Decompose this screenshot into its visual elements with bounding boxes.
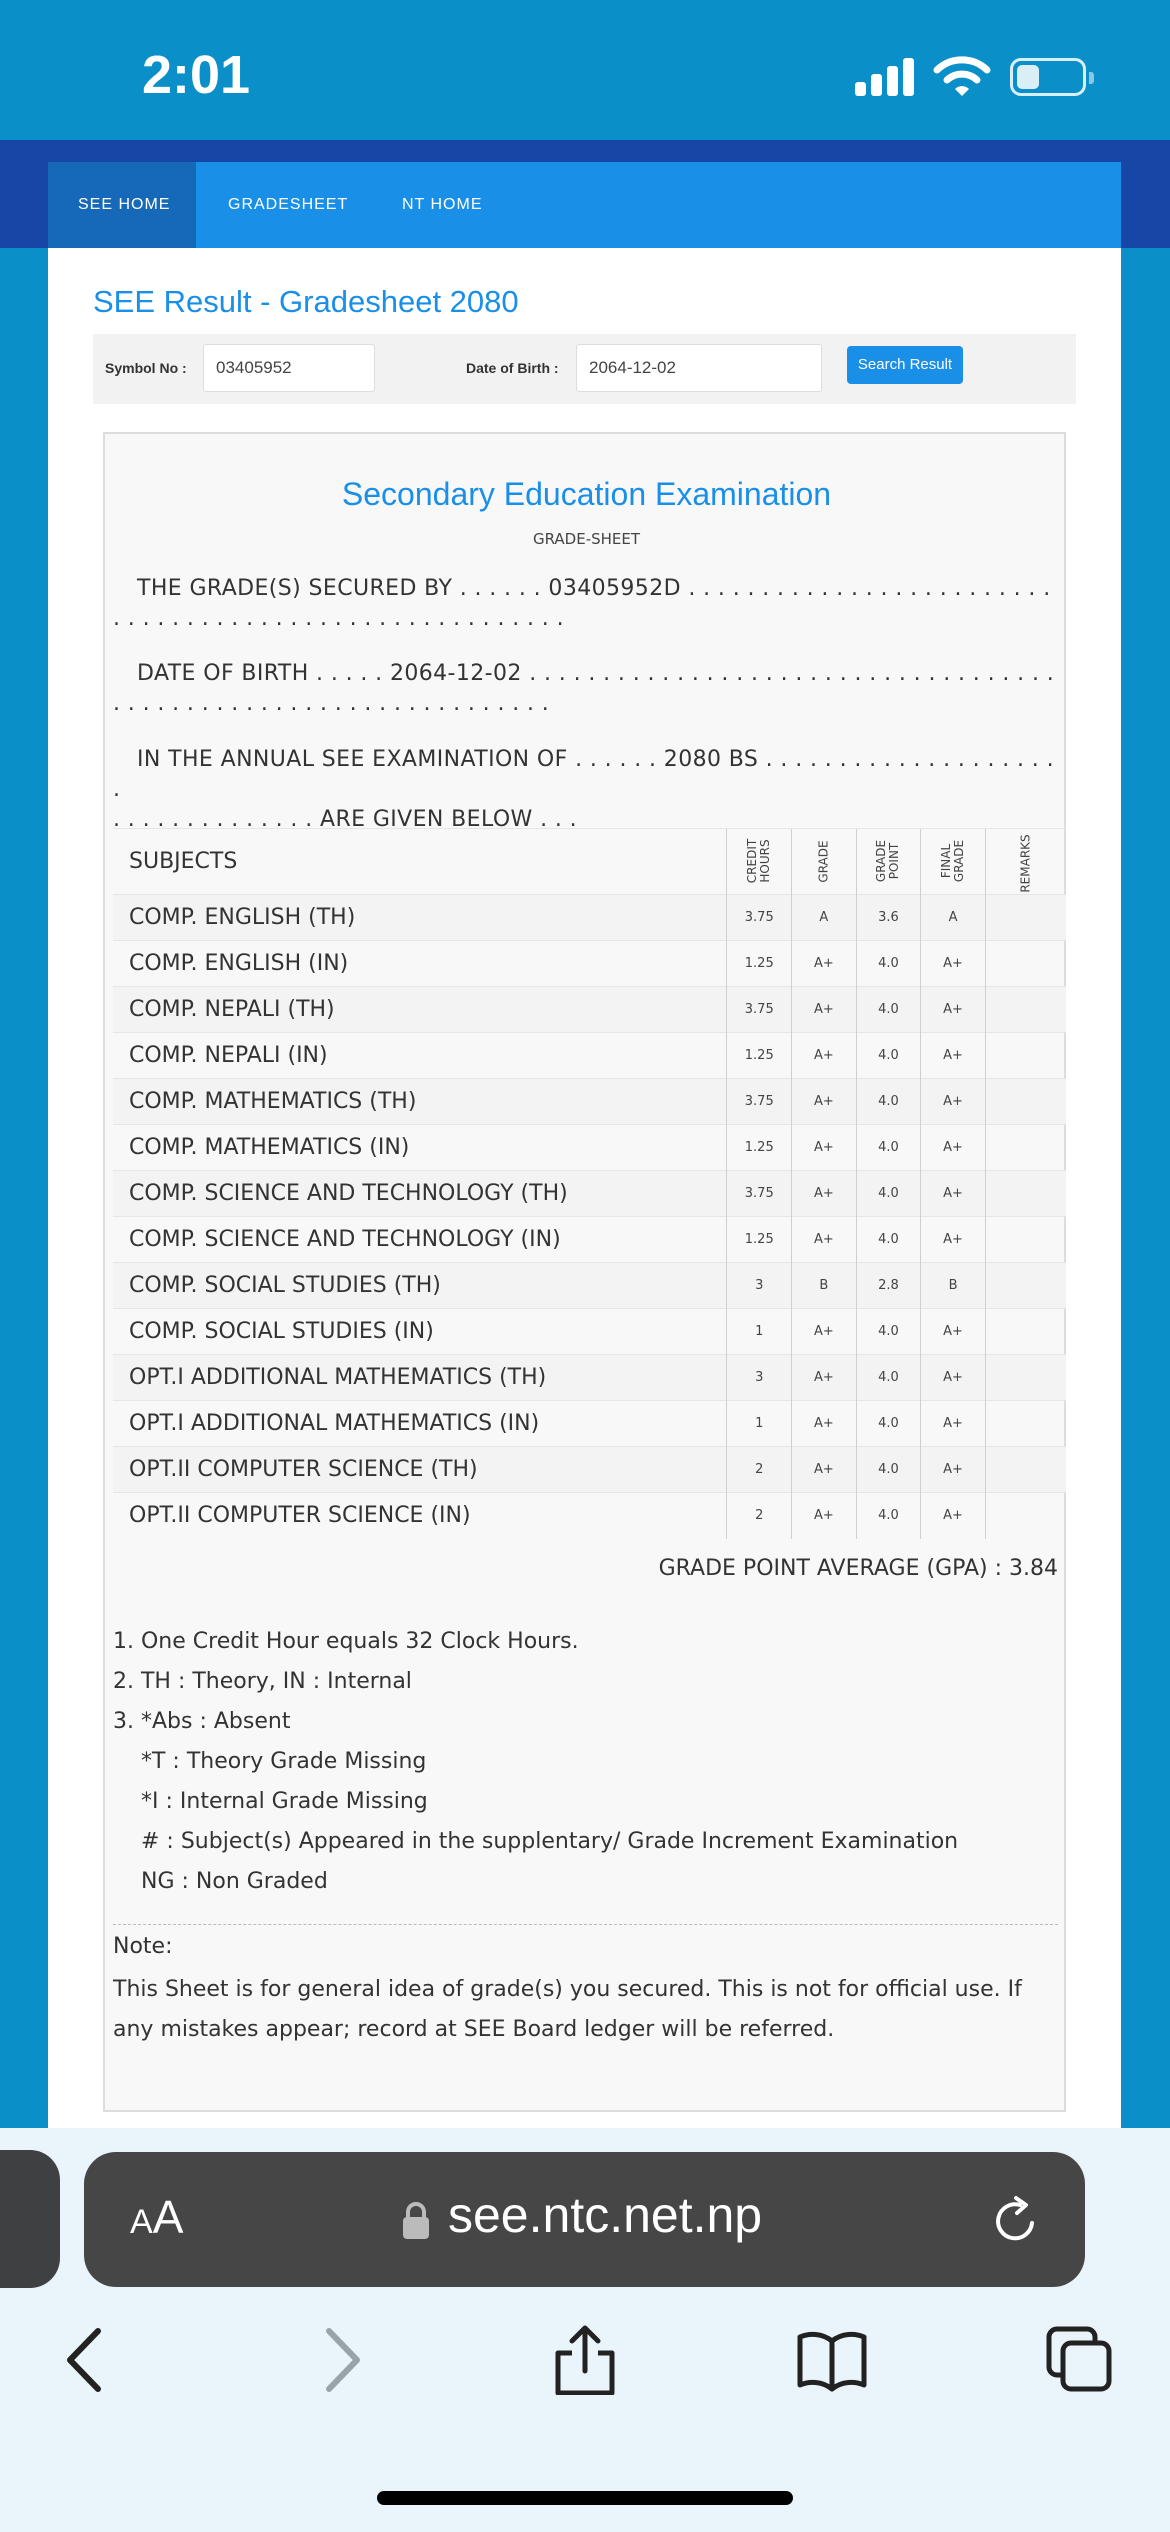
- previous-tab[interactable]: [0, 2150, 60, 2288]
- table-row: [113, 1217, 1066, 1263]
- nav-gradesheet[interactable]: GRADESHEET: [228, 196, 349, 213]
- grade-cell: A+: [792, 1125, 857, 1171]
- note-title: Note:: [113, 1934, 173, 1959]
- credit-hours-cell: 3: [727, 1263, 792, 1309]
- final-grade-cell: A+: [921, 1355, 986, 1401]
- nav-see-home[interactable]: SEE HOME: [48, 162, 196, 248]
- credit-hours-cell: 1.25: [727, 1217, 792, 1263]
- subject-cell: OPT.II COMPUTER SCIENCE (IN): [113, 1493, 727, 1539]
- header-grade-point: GRADE POINT: [856, 829, 921, 895]
- page-title: SEE Result - Gradesheet 2080: [93, 284, 519, 319]
- credit-hours-cell: 3.75: [727, 895, 792, 941]
- forward-icon[interactable]: [305, 2325, 375, 2395]
- credit-hours-cell: 2: [727, 1493, 792, 1539]
- search-form: [93, 334, 1076, 404]
- note-item: 3. *Abs : Absent: [113, 1709, 291, 1734]
- dob-input[interactable]: 2064-12-02: [576, 344, 822, 392]
- table-header: [113, 829, 1066, 895]
- subject-cell: COMP. ENGLISH (TH): [113, 895, 727, 941]
- subject-cell: OPT.II COMPUTER SCIENCE (TH): [113, 1447, 727, 1493]
- status-time: 2:01: [142, 45, 251, 105]
- table-row: [113, 1079, 1066, 1125]
- table-row: [113, 1447, 1066, 1493]
- table-row: [113, 1309, 1066, 1355]
- remarks-cell: [985, 1263, 1066, 1309]
- grade-cell: A+: [792, 1033, 857, 1079]
- credit-hours-cell: 1: [727, 1309, 792, 1355]
- final-grade-cell: A+: [921, 1033, 986, 1079]
- signal-icon: [855, 56, 915, 96]
- table-row: [113, 1263, 1066, 1309]
- credit-hours-cell: 2: [727, 1447, 792, 1493]
- url-text[interactable]: see.ntc.net.np: [448, 2187, 763, 2243]
- sheet-subtitle: GRADE-SHEET: [532, 530, 641, 548]
- note-item: NG : Non Graded: [141, 1869, 328, 1894]
- grade-point-cell: 4.0: [856, 987, 921, 1033]
- remarks-cell: [985, 941, 1066, 987]
- grade-point-cell: 4.0: [856, 1217, 921, 1263]
- table-row: [113, 1355, 1066, 1401]
- grade-point-cell: 4.0: [856, 1171, 921, 1217]
- remarks-cell: [985, 1033, 1066, 1079]
- remarks-cell: [985, 987, 1066, 1033]
- dob-line: DATE OF BIRTH . . . . . 2064-12-02 . . . . . . . . . . . . . . . . . . . . . . . . . . . . . . . . . . . . . . . . . . . . . . . . . . . . . . . . . . . . . . . . . .: [113, 661, 1055, 716]
- grade-point-cell: 3.6: [856, 895, 921, 941]
- table-row: [113, 1171, 1066, 1217]
- header-remarks: REMARKS: [985, 829, 1066, 895]
- note-item: *I : Internal Grade Missing: [141, 1789, 428, 1814]
- status-bar: [0, 0, 1170, 140]
- grade-cell: A+: [792, 987, 857, 1033]
- final-grade-cell: A+: [921, 1493, 986, 1539]
- credit-hours-cell: 3.75: [727, 1171, 792, 1217]
- note-item: 2. TH : Theory, IN : Internal: [113, 1669, 412, 1694]
- top-nav: [48, 162, 1121, 248]
- table-row: [113, 987, 1066, 1033]
- final-grade-cell: A+: [921, 941, 986, 987]
- table-row: [113, 1125, 1066, 1171]
- divider: [113, 1924, 1058, 1925]
- share-icon[interactable]: [550, 2325, 620, 2395]
- remarks-cell: [985, 1125, 1066, 1171]
- credit-hours-cell: 1: [727, 1401, 792, 1447]
- sheet-title: Secondary Education Examination: [341, 476, 832, 512]
- grade-cell: A+: [792, 1447, 857, 1493]
- remarks-cell: [985, 1171, 1066, 1217]
- subject-cell: COMP. SOCIAL STUDIES (TH): [113, 1263, 727, 1309]
- credit-hours-cell: 1.25: [727, 1033, 792, 1079]
- grade-cell: A+: [792, 941, 857, 987]
- final-grade-cell: A+: [921, 1125, 986, 1171]
- grade-point-cell: 4.0: [856, 1033, 921, 1079]
- subject-cell: COMP. ENGLISH (IN): [113, 941, 727, 987]
- grade-cell: B: [792, 1263, 857, 1309]
- remarks-cell: [985, 1447, 1066, 1493]
- grade-cell: A: [792, 895, 857, 941]
- remarks-cell: [985, 1355, 1066, 1401]
- subject-cell: COMP. MATHEMATICS (IN): [113, 1125, 727, 1171]
- grade-cell: A+: [792, 1355, 857, 1401]
- remarks-cell: [985, 1401, 1066, 1447]
- grade-point-cell: 4.0: [856, 1493, 921, 1539]
- note-text: This Sheet is for general idea of grade(s) you secured. This is not for official use. If any mistakes appear; record at SEE Board ledger will be referred.: [113, 1977, 1022, 2042]
- exam-line: IN THE ANNUAL SEE EXAMINATION OF . . . . . . 2080 BS . . . . . . . . . . . . . . . . . . . . . . . . . . . . . . . . . . . ARE GIVEN BELOW . . .: [113, 747, 1054, 832]
- credit-hours-cell: 3.75: [727, 987, 792, 1033]
- header-final-grade: FINAL GRADE: [921, 829, 986, 895]
- subject-cell: COMP. SCIENCE AND TECHNOLOGY (IN): [113, 1217, 727, 1263]
- symbol-input[interactable]: 03405952: [203, 344, 375, 392]
- final-grade-cell: A+: [921, 1309, 986, 1355]
- subject-cell: OPT.I ADDITIONAL MATHEMATICS (IN): [113, 1401, 727, 1447]
- header-grade: GRADE: [792, 829, 857, 895]
- subject-cell: COMP. NEPALI (TH): [113, 987, 727, 1033]
- credit-hours-cell: 1.25: [727, 1125, 792, 1171]
- table-row: [113, 941, 1066, 987]
- bookmarks-icon[interactable]: [797, 2325, 867, 2395]
- final-grade-cell: A+: [921, 1171, 986, 1217]
- credit-hours-cell: 1.25: [727, 941, 792, 987]
- final-grade-cell: A+: [921, 987, 986, 1033]
- remarks-cell: [985, 895, 1066, 941]
- dob-label: Date of Birth :: [466, 360, 559, 376]
- remarks-cell: [985, 1493, 1066, 1539]
- grade-sheet: [103, 432, 1066, 2112]
- table-row: [113, 895, 1066, 941]
- final-grade-cell: A+: [921, 1217, 986, 1263]
- note-item: 1. One Credit Hour equals 32 Clock Hours.: [113, 1629, 579, 1654]
- credit-hours-cell: 3: [727, 1355, 792, 1401]
- remarks-cell: [985, 1217, 1066, 1263]
- home-indicator: [377, 2491, 793, 2505]
- note-item: # : Subject(s) Appeared in the supplentary/ Grade Increment Examination: [141, 1829, 959, 1854]
- legend-notes: [113, 1622, 1058, 1902]
- grades-table: [113, 828, 1066, 1539]
- table-row: [113, 1401, 1066, 1447]
- final-grade-cell: A+: [921, 1401, 986, 1447]
- grade-cell: A+: [792, 1171, 857, 1217]
- subject-cell: COMP. NEPALI (IN): [113, 1033, 727, 1079]
- subject-cell: OPT.I ADDITIONAL MATHEMATICS (TH): [113, 1355, 727, 1401]
- header-subjects: SUBJECTS: [113, 829, 727, 895]
- page-content: [48, 248, 1121, 2128]
- subject-cell: COMP. SCIENCE AND TECHNOLOGY (TH): [113, 1171, 727, 1217]
- grade-point-cell: 4.0: [856, 1309, 921, 1355]
- battery-icon: [1010, 58, 1086, 96]
- back-icon[interactable]: [52, 2325, 122, 2395]
- grade-point-cell: 2.8: [856, 1263, 921, 1309]
- final-grade-cell: B: [921, 1263, 986, 1309]
- tabs-icon[interactable]: [1045, 2325, 1115, 2395]
- reader-text-size-button[interactable]: AA: [130, 2191, 184, 2243]
- reload-icon[interactable]: [990, 2195, 1042, 2247]
- grade-point-cell: 4.0: [856, 1447, 921, 1493]
- wifi-icon: [933, 54, 991, 98]
- credit-hours-cell: 3.75: [727, 1079, 792, 1125]
- symbol-label: Symbol No :: [105, 360, 187, 376]
- search-result-button[interactable]: Search Result: [847, 346, 963, 384]
- nav-nt-home[interactable]: NT HOME: [402, 196, 483, 213]
- grade-point-cell: 4.0: [856, 1355, 921, 1401]
- remarks-cell: [985, 1309, 1066, 1355]
- grade-point-cell: 4.0: [856, 1401, 921, 1447]
- table-row: [113, 1033, 1066, 1079]
- secured-by-line: THE GRADE(S) SECURED BY . . . . . . 03405952D . . . . . . . . . . . . . . . . . . . . . . . . . . . . . . . . . . . . . . . . . . . . . . . . . . . . . . . .: [113, 576, 1051, 631]
- remarks-cell: [985, 1079, 1066, 1125]
- table-row: [113, 1493, 1066, 1539]
- grade-cell: A+: [792, 1401, 857, 1447]
- grade-cell: A+: [792, 1309, 857, 1355]
- lock-icon: [401, 2200, 431, 2240]
- gpa-value: GRADE POINT AVERAGE (GPA) : 3.84: [658, 1556, 1058, 1581]
- header-credit-hours: CREDIT HOURS: [727, 829, 792, 895]
- final-grade-cell: A+: [921, 1447, 986, 1493]
- final-grade-cell: A+: [921, 1079, 986, 1125]
- note-item: *T : Theory Grade Missing: [141, 1749, 427, 1774]
- subject-cell: COMP. MATHEMATICS (TH): [113, 1079, 727, 1125]
- grade-point-cell: 4.0: [856, 1079, 921, 1125]
- grade-point-cell: 4.0: [856, 941, 921, 987]
- grade-cell: A+: [792, 1079, 857, 1125]
- grade-point-cell: 4.0: [856, 1125, 921, 1171]
- final-grade-cell: A: [921, 895, 986, 941]
- subject-cell: COMP. SOCIAL STUDIES (IN): [113, 1309, 727, 1355]
- grade-cell: A+: [792, 1217, 857, 1263]
- grade-cell: A+: [792, 1493, 857, 1539]
